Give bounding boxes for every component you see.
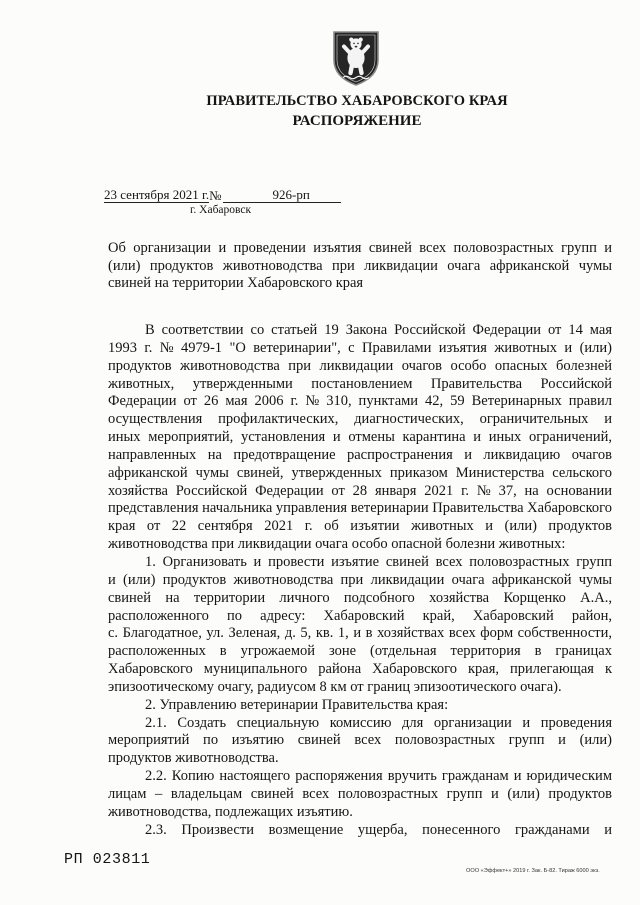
body-line: Федерации от 26 мая 2006 г. № 310, пунктами 42, 59 Ветеринарных правил xyxy=(108,393,612,410)
body-line: представления начальника управления ветеринарии Правительства Хабаровского xyxy=(108,500,612,517)
body-line: В соответствии со статьей 19 Закона Российской Федерации от 14 мая xyxy=(145,322,612,338)
body-line: с. Благодатное, ул. Зеленая, д. 5, кв. 1, и в хозяйствах всех форм собственности, xyxy=(108,625,612,642)
body-line: животноводства при ликвидации очага особо опасной болезни животных: xyxy=(108,536,566,553)
body-line: направленных на предотвращение распространения и ликвидацию очагов xyxy=(108,446,612,463)
body-line: осуществления профилактических, диагностических, ограничительных и xyxy=(108,411,612,428)
preamble-paragraph xyxy=(108,322,612,554)
body-line: 1993 г. № 4979-1 "О ветеринарии", с Правилами изъятия животных и (или) xyxy=(108,339,612,356)
document-city: г. Хабаровск xyxy=(190,204,252,216)
title-line: свиней на территории Хабаровского края xyxy=(108,275,364,292)
body-line: свиней на территории личного подсобного хозяйства Корщенко А.А., xyxy=(108,589,612,606)
document-title xyxy=(108,240,612,293)
body-line: расположенных в угрожаемой зоне (отдельная территория в границах xyxy=(108,643,612,660)
clause-2-2-paragraph xyxy=(108,768,612,822)
body-line: животноводства, подлежащих изъятию. xyxy=(108,803,353,820)
body-line: 1. Организовать и провести изъятие свиней всех половозрастных групп xyxy=(145,553,612,570)
body-line: хозяйства Российской Федерации от 28 января 2021 г. № 37, на основании xyxy=(108,482,612,499)
body-line: 2.1. Создать специальную комиссию для организации и проведения xyxy=(145,714,612,731)
clause-2-paragraph xyxy=(108,697,612,715)
body-line: африканской чумы свиней, утвержденных приказом Министерства сельского xyxy=(108,464,612,481)
body-line: расположенного по адресу: Хабаровский край, Хабаровский район, xyxy=(108,607,612,624)
body-line: мероприятий по изъятию свиней всех половозрастных групп и (или) xyxy=(108,732,612,749)
document-date: 23 сентября 2021 г. xyxy=(104,187,210,202)
body-line: 2. Управлению ветеринарии Правительства края: xyxy=(145,696,449,713)
clause-1-paragraph xyxy=(108,554,612,697)
body-line: продуктов животноводства. xyxy=(108,750,279,767)
document-body xyxy=(108,322,612,839)
body-line: продуктов животноводства при ликвидации очагов особо опасных болезней xyxy=(108,357,612,374)
body-line: 2.2. Копию настоящего распоряжения вручить гражданам и юридическим xyxy=(145,768,612,785)
document-type: РАСПОРЯЖЕНИЕ xyxy=(292,113,422,129)
number-sign: № xyxy=(209,188,222,203)
clause-2-3-paragraph xyxy=(108,822,612,840)
document-number: 926-рп xyxy=(223,187,341,203)
body-line: края от 22 сентября 2021 г. об изъятии животных и (или) продуктов xyxy=(108,518,612,535)
body-line: Хабаровского муниципального района Хабаровского края, прилегающая к xyxy=(108,661,612,678)
title-line: Об организации и проведении изъятия свиней всех половозрастных групп и xyxy=(108,240,612,256)
coat-of-arms-icon xyxy=(331,27,381,87)
body-line: 2.3. Произвести возмещение ущерба, понесенного гражданами и xyxy=(145,821,612,838)
body-line: эпизоотическому очагу, радиусом 8 км от границ эпизоотического очага). xyxy=(108,678,562,695)
form-serial-number: РП 023811 xyxy=(64,851,151,868)
clause-2-1-paragraph xyxy=(108,715,612,769)
body-line: и (или) продуктов животноводства при ликвидации очага африканской чумы xyxy=(108,571,612,588)
body-line: животных, утвержденными постановлением Правительства Российской xyxy=(108,375,612,392)
government-title: ПРАВИТЕЛЬСТВО ХАБАРОВСКОГО КРАЯ xyxy=(206,93,508,109)
date-number-line xyxy=(104,187,341,203)
title-line: (или) продуктов животноводства при ликвидации очага африканской чумы xyxy=(108,257,612,274)
body-line: иных мероприятий, установления и отмены карантина и иных ограничений, xyxy=(108,429,612,446)
printer-imprint: ООО «Эффект+» 2019 г. Зак. Б-82. Тираж 6000 экз. xyxy=(466,868,600,874)
body-line: лицам – владельцам свиней всех половозрастных групп и (или) продуктов xyxy=(108,785,612,802)
